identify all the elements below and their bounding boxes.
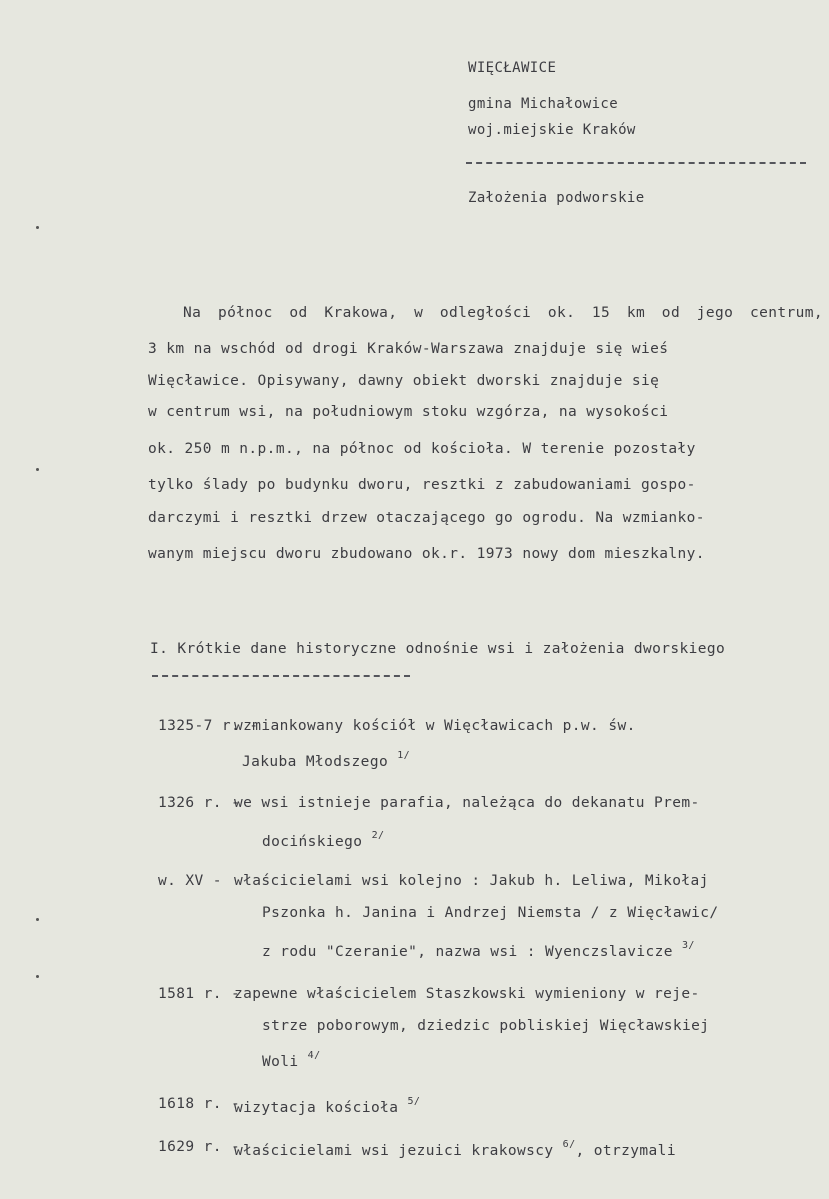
entry-date: 1326 r. - <box>158 795 241 811</box>
section-heading: I. Krótkie dane historyczne odnośnie wsi i założenia dworskiego <box>150 641 726 657</box>
footnote-ref: 3/ <box>681 940 695 951</box>
entry-date: 1581 r. - <box>158 986 241 1002</box>
paragraph-line: w centrum wsi, na południowym stoku wzgórza, na wysokości <box>148 404 669 420</box>
entry-date: 1629 r. - <box>158 1139 241 1155</box>
place-name: WIĘCŁAWICE <box>468 60 557 76</box>
entry-text: docińskiego $^{2/}$ <box>262 830 385 850</box>
paragraph-line: tylko ślady po budynku dworu, resztki z zabudowaniami gospo- <box>148 477 696 493</box>
margin-mark <box>36 226 39 229</box>
header-rule <box>466 162 806 164</box>
entry-text: wizytacja kościoła $^{5/}$ <box>234 1096 421 1116</box>
entry-text: właścicielami wsi jezuici krakowscy $^{6/}$, otrzymali <box>234 1139 676 1159</box>
voivodeship: woj.miejskie Kraków <box>468 122 636 138</box>
entry-text: wzmiankowany kościół w Więcławicach p.w. św. <box>234 718 636 734</box>
entry-text: we wsi istnieje parafia, należąca do dekanatu Prem- <box>234 795 700 811</box>
entry-text: Woli $^{4/}$ <box>262 1050 321 1070</box>
entry-text: zapewne właścicielem Staszkowski wymieniony w reje- <box>234 986 700 1002</box>
footnote-ref: 1/ <box>397 750 411 761</box>
entry-date: 1618 r. - <box>158 1096 241 1112</box>
entry-text: strze poborowym, dziedzic pobliskiej Więcławskiej <box>262 1018 710 1034</box>
entry-date: w. XV - <box>158 873 222 889</box>
section-rule <box>152 675 410 677</box>
margin-mark <box>36 468 39 471</box>
entry-date: 1325-7 r. - <box>158 718 259 734</box>
paragraph-line: Na północ od Krakowa, w odległości ok. 15 km od jego centrum, <box>183 305 823 321</box>
entry-text: właścicielami wsi kolejno : Jakub h. Leliwa, Mikołaj <box>234 873 709 889</box>
entry-text: Jakuba Młodszego $^{1/}$ <box>242 750 411 770</box>
footnote-ref: 4/ <box>307 1050 321 1061</box>
paragraph-line: darczymi i resztki drzew otaczającego go ogrodu. Na wzmianko- <box>148 510 705 526</box>
entry-text: Pszonka h. Janina i Andrzej Niemsta / z Więcławic/ <box>262 905 719 921</box>
margin-mark <box>36 918 39 921</box>
paragraph-line: Więcławice. Opisywany, dawny obiekt dworski znajduje się <box>148 373 660 389</box>
entry-text: z rodu "Czeranie", nazwa wsi : Wyenczslavicze $^{3/}$ <box>262 940 695 960</box>
paragraph-line: 3 km na wschód od drogi Kraków-Warszawa znajduje się wieś <box>148 341 669 357</box>
footnote-ref: 6/ <box>562 1139 576 1150</box>
footnote-ref: 2/ <box>371 830 385 841</box>
section-subtitle: Założenia podworskie <box>468 190 645 206</box>
paragraph-line: wanym miejscu dworu zbudowano ok.r. 1973 nowy dom mieszkalny. <box>148 546 705 562</box>
paragraph-line: ok. 250 m n.p.m., na północ od kościoła. W terenie pozostały <box>148 441 696 457</box>
footnote-ref: 5/ <box>407 1096 421 1107</box>
margin-mark <box>36 975 39 978</box>
commune: gmina Michałowice <box>468 96 619 112</box>
